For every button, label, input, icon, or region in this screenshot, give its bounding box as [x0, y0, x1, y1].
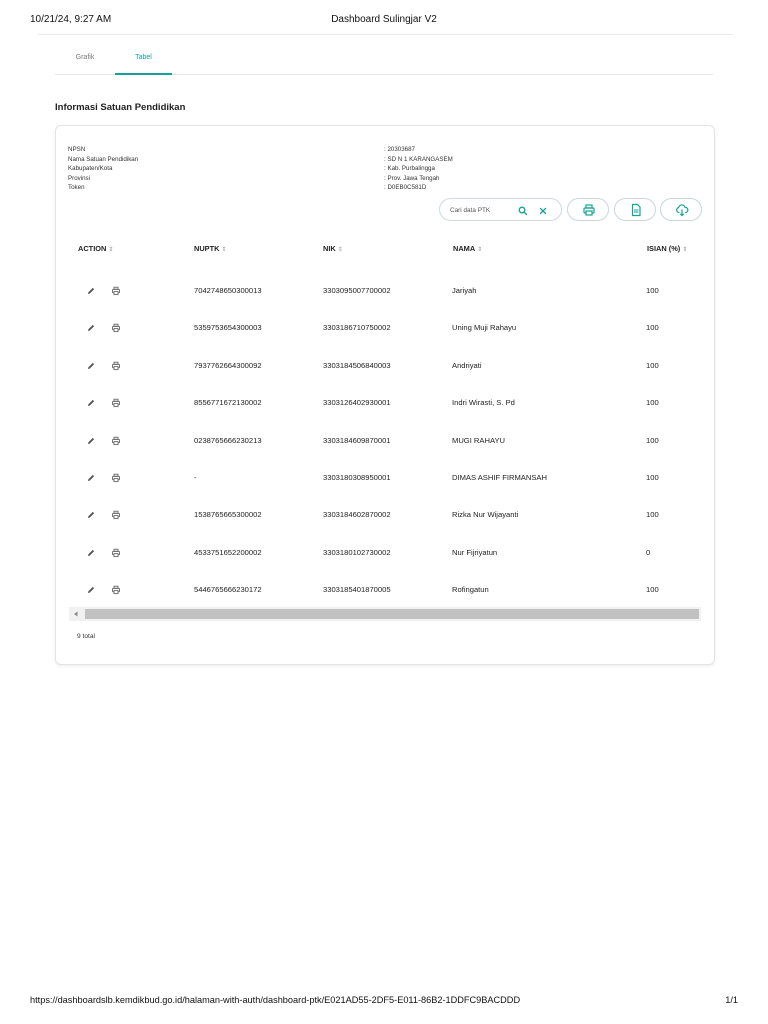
- printer-icon[interactable]: [111, 473, 121, 483]
- column-header-label: NAMA: [453, 244, 476, 253]
- horizontal-scrollbar[interactable]: [69, 607, 701, 621]
- cell-nuptk: 4533751652200002: [194, 547, 262, 557]
- cell-nama: Nur Fijriyatun: [452, 547, 498, 557]
- tab-bar: [55, 48, 713, 75]
- table-row: [56, 573, 714, 610]
- pencil-icon[interactable]: [86, 286, 96, 296]
- printer-icon[interactable]: [111, 436, 121, 446]
- cell-nik: 3303186710750002: [323, 323, 391, 333]
- table-row: [56, 386, 714, 423]
- printer-icon[interactable]: [111, 510, 121, 520]
- print-url: https://dashboardslb.kemdikbud.go.id/halaman-with-auth/dashboard-ptk/E021AD55-2DF5-E011-86B2-1DDFC9BACDDD: [30, 995, 521, 1005]
- sort-icon: ⇕: [477, 247, 483, 253]
- table-row: [56, 536, 714, 573]
- divider: [38, 34, 733, 35]
- info-value-token: : D0EB0C581D: [384, 184, 427, 191]
- tab-tabel[interactable]: [115, 54, 172, 74]
- pencil-icon[interactable]: [86, 398, 96, 408]
- sort-icon: ⇕: [108, 247, 114, 253]
- cell-isian: 100: [646, 286, 659, 295]
- cell-nuptk: 5446765666230172: [194, 585, 262, 595]
- info-label-province: Provinsi: [68, 174, 91, 182]
- cloud-download-icon: [675, 203, 689, 217]
- print-footer: [30, 995, 738, 1009]
- pencil-icon[interactable]: [86, 323, 96, 333]
- pencil-icon[interactable]: [86, 510, 96, 520]
- cell-nik: 3303184602870002: [323, 510, 391, 520]
- info-value-school-name: : SD N 1 KARANGASEM: [384, 155, 453, 163]
- cell-isian: 100: [646, 323, 659, 333]
- cell-isian: 0: [646, 547, 651, 557]
- table-row: [56, 498, 714, 535]
- cell-nik: 3303126402930001: [323, 398, 391, 408]
- cell-nik: 3303095007700002: [323, 286, 391, 295]
- info-value-regency: : Kab. Purbalingga: [384, 165, 435, 172]
- column-header-nuptk[interactable]: [194, 244, 227, 253]
- close-icon[interactable]: [537, 204, 549, 216]
- cell-nuptk: 7937762664300092: [194, 360, 262, 370]
- sort-icon: ⇕: [337, 247, 343, 253]
- search-box: [439, 198, 562, 221]
- info-label-school-name: Nama Satuan Pendidikan: [68, 155, 139, 163]
- column-header-label: ISIAN (%): [647, 244, 681, 253]
- column-header-isian[interactable]: [647, 244, 687, 253]
- cell-nik: 3303180102730002: [323, 547, 391, 557]
- column-header-label: ACTION: [78, 244, 107, 253]
- pencil-icon[interactable]: [86, 548, 96, 558]
- printer-icon: [582, 203, 596, 217]
- school-info-card: [55, 125, 715, 665]
- printer-icon[interactable]: [111, 398, 121, 408]
- info-labels: [68, 145, 138, 193]
- total-count: 9 total: [77, 633, 95, 640]
- export-file-button[interactable]: [614, 198, 656, 221]
- page-number: 1/1: [725, 995, 738, 1005]
- cell-nama: DIMAS ASHIF FIRMANSAH: [452, 473, 547, 482]
- column-header-label: NIK: [323, 244, 336, 253]
- scroll-left-arrow-icon[interactable]: [69, 607, 83, 621]
- cell-isian: 100: [646, 398, 659, 408]
- table-row: [56, 424, 714, 461]
- cell-nuptk: 1538765665300002: [194, 510, 262, 520]
- column-header-nik[interactable]: [323, 244, 343, 253]
- cell-nama: Indri Wirasti, S. Pd: [452, 398, 515, 408]
- table-header: [78, 244, 698, 256]
- printer-icon[interactable]: [111, 323, 121, 333]
- table-row: [56, 461, 714, 498]
- cell-nik: 3303184609870001: [323, 435, 391, 445]
- sort-icon: ⇕: [221, 247, 227, 253]
- tab-tabel-label: Tabel: [135, 54, 152, 61]
- pencil-icon[interactable]: [86, 436, 96, 446]
- print-header: [30, 14, 738, 32]
- pencil-icon[interactable]: [86, 361, 96, 371]
- table-row: [56, 349, 714, 386]
- cell-isian: 100: [646, 510, 659, 520]
- search-input[interactable]: [450, 204, 512, 216]
- info-label-token: Token: [68, 184, 85, 191]
- printer-icon[interactable]: [111, 585, 121, 595]
- print-button[interactable]: [567, 198, 609, 221]
- sort-icon: ⇕: [682, 247, 688, 253]
- printer-icon[interactable]: [111, 361, 121, 371]
- column-header-label: NUPTK: [194, 244, 220, 253]
- cell-isian: 100: [646, 585, 659, 595]
- cell-nama: Andriyati: [452, 360, 482, 370]
- cell-nik: 3303184506840003: [323, 360, 391, 370]
- info-label-npsn: NPSN: [68, 146, 86, 153]
- cell-nuptk: 0238765666230213: [194, 435, 262, 445]
- cell-isian: 100: [646, 360, 659, 370]
- tab-grafik[interactable]: Grafik: [75, 54, 95, 61]
- info-label-regency: Kabupaten/Kota: [68, 165, 113, 172]
- cell-nuptk: -: [194, 473, 197, 482]
- cell-nuptk: 8556771672130002: [194, 398, 262, 408]
- section-title: Informasi Satuan Pendidikan: [55, 102, 186, 113]
- pencil-icon[interactable]: [86, 585, 96, 595]
- cell-nuptk: 7042748650300013: [194, 286, 262, 295]
- table-row: [56, 274, 714, 311]
- cell-nama: Rofingatun: [452, 585, 489, 595]
- cell-nuptk: 5359753654300003: [194, 323, 262, 333]
- print-datetime: 10/21/24, 9:27 AM: [30, 14, 112, 25]
- printer-icon[interactable]: [111, 286, 121, 296]
- search-icon[interactable]: [517, 204, 529, 216]
- pencil-icon[interactable]: [86, 473, 96, 483]
- print-page-title: Dashboard Sulingjar V2: [331, 14, 437, 25]
- printer-icon[interactable]: [111, 548, 121, 558]
- cell-nama: MUGI RAHAYU: [452, 435, 506, 445]
- cell-isian: 100: [646, 473, 659, 482]
- document-icon: [629, 203, 643, 217]
- info-values: [384, 145, 453, 193]
- info-value-province: : Prov. Jawa Tengah: [384, 174, 440, 182]
- scrollbar-thumb[interactable]: [85, 609, 699, 619]
- cell-nama: Jariyah: [452, 286, 477, 295]
- cell-isian: 100: [646, 435, 659, 445]
- cell-nama: Rizka Nur Wijayanti: [452, 510, 519, 520]
- cell-nik: 3303185401870005: [323, 585, 391, 595]
- cell-nik: 3303180308950001: [323, 473, 391, 482]
- cell-nama: Uning Muji Rahayu: [452, 323, 517, 333]
- column-header-nama[interactable]: [453, 244, 482, 253]
- download-button[interactable]: [660, 198, 702, 221]
- column-header-action[interactable]: [78, 244, 113, 253]
- table-row: [56, 311, 714, 348]
- active-tab-indicator: [115, 73, 172, 75]
- info-value-npsn: : 20303687: [384, 146, 415, 153]
